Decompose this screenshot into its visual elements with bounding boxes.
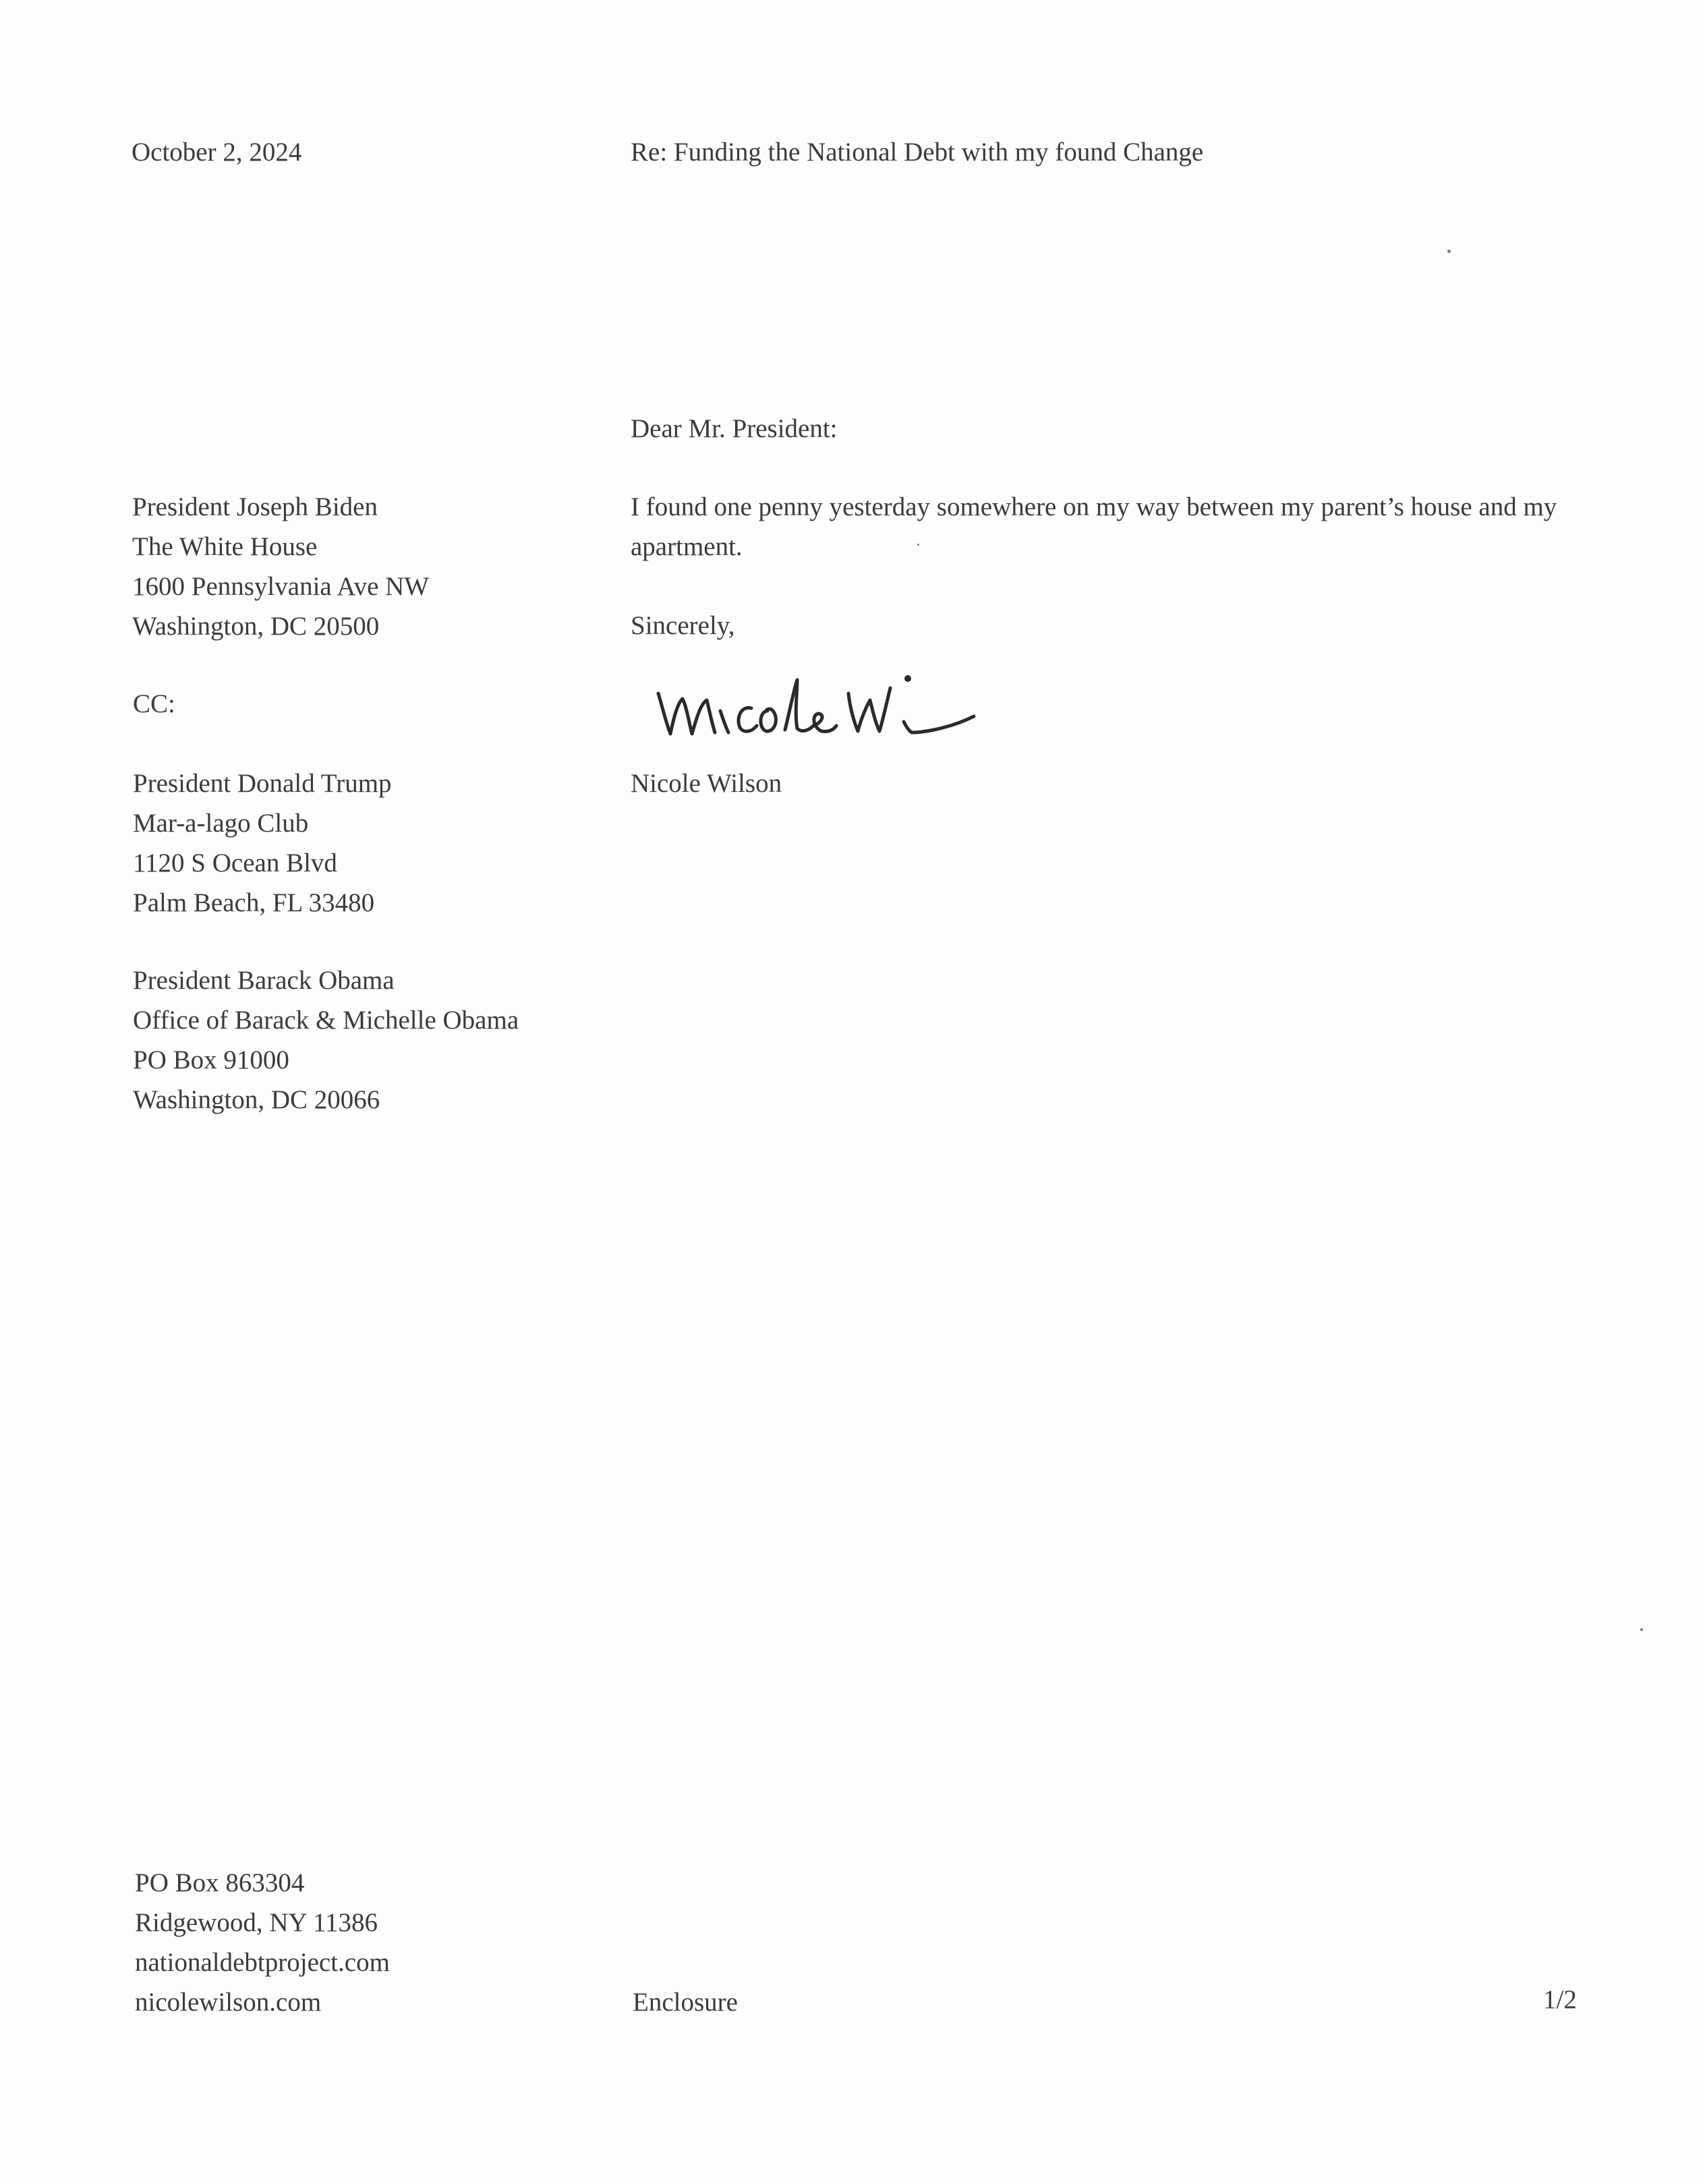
scan-speck: [1447, 250, 1451, 253]
cc-address-line: Washington, DC 20066: [133, 1085, 380, 1114]
recipient-line: 1600 Pennsylvania Ave NW: [132, 572, 430, 601]
cc-address-line: Mar-a-lago Club: [133, 809, 309, 838]
recipient-line: President Joseph Biden: [132, 492, 378, 521]
recipient-line: Washington, DC 20500: [132, 612, 380, 641]
cc-address-line: 1120 S Ocean Blvd: [133, 849, 337, 878]
handwritten-signature: [653, 666, 990, 747]
cc-address-line: Office of Barack & Michelle Obama: [133, 1006, 519, 1035]
letter-date: October 2, 2024: [132, 138, 302, 167]
cc-address-line: PO Box 91000: [133, 1045, 289, 1074]
letter-subject: Re: Funding the National Debt with my found Change: [631, 138, 1204, 167]
letter-body: I found one penny yesterday somewhere on my way between my parent’s house and my apartment.: [631, 492, 1557, 561]
page-number: 1/2: [1543, 1985, 1577, 2014]
sender-website: nationaldebtproject.com: [135, 1948, 390, 1977]
cc-label: CC:: [133, 689, 175, 718]
cc-address-line: President Donald Trump: [133, 769, 392, 798]
sender-website: nicolewilson.com: [135, 1988, 322, 2017]
recipient-address: [132, 487, 429, 646]
cc-recipient-address: [133, 960, 519, 1120]
sender-address-line: PO Box 863304: [135, 1868, 305, 1897]
cc-recipient-address: [133, 764, 392, 923]
scan-speck: [1640, 1628, 1643, 1631]
enclosure-note: Enclosure: [633, 1988, 738, 2017]
cc-address-line: Palm Beach, FL 33480: [133, 888, 375, 917]
sender-address: [135, 1863, 390, 2022]
scan-speck: [917, 544, 919, 546]
salutation: Dear Mr. President:: [631, 414, 838, 443]
recipient-line: The White House: [132, 532, 318, 561]
cc-address-line: President Barack Obama: [133, 966, 395, 995]
letter-closing: Sincerely,: [631, 611, 735, 640]
sender-address-line: Ridgewood, NY 11386: [135, 1908, 378, 1937]
sender-name: Nicole Wilson: [631, 769, 782, 798]
